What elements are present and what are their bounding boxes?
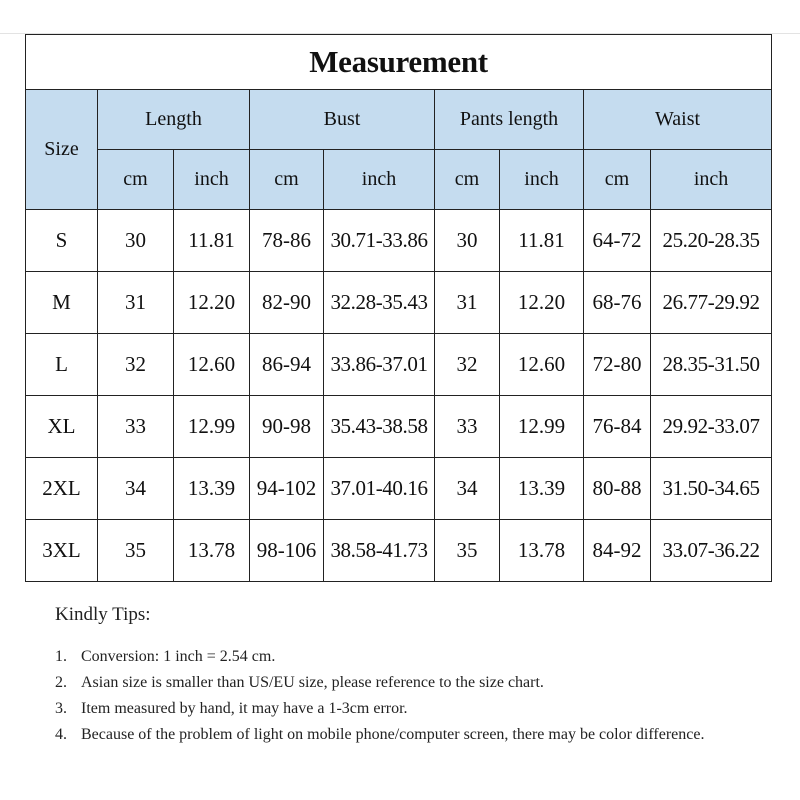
unit-header: cm	[435, 150, 500, 210]
pants-inch-cell: 12.20	[500, 272, 584, 334]
bust-inch-cell: 38.58-41.73	[324, 520, 435, 582]
list-item	[55, 670, 755, 696]
waist-inch-cell: 33.07-36.22	[651, 520, 772, 582]
unit-header: inch	[651, 150, 772, 210]
table-row	[26, 520, 772, 582]
size-label: S	[26, 210, 98, 272]
pants-inch-cell: 13.39	[500, 458, 584, 520]
list-item	[55, 696, 755, 722]
bust-cm-cell: 86-94	[250, 334, 324, 396]
length-cm-cell: 33	[98, 396, 174, 458]
size-label: L	[26, 334, 98, 396]
length-inch-cell: 13.78	[174, 520, 250, 582]
pants-cm-cell: 35	[435, 520, 500, 582]
unit-header: cm	[584, 150, 651, 210]
bust-inch-cell: 33.86-37.01	[324, 334, 435, 396]
bust-inch-cell: 35.43-38.58	[324, 396, 435, 458]
table-row	[26, 210, 772, 272]
length-cm-cell: 32	[98, 334, 174, 396]
table-row	[26, 458, 772, 520]
waist-cm-cell: 68-76	[584, 272, 651, 334]
waist-inch-cell: 31.50-34.65	[651, 458, 772, 520]
pants-inch-cell: 11.81	[500, 210, 584, 272]
list-item	[55, 722, 755, 748]
length-inch-cell: 12.60	[174, 334, 250, 396]
tip-text: Asian size is smaller than US/EU size, please reference to the size chart.	[81, 674, 544, 691]
bust-cm-cell: 82-90	[250, 272, 324, 334]
length-cm-cell: 30	[98, 210, 174, 272]
tip-index: 3.	[55, 700, 67, 717]
bust-inch-cell: 37.01-40.16	[324, 458, 435, 520]
waist-cm-cell: 84-92	[584, 520, 651, 582]
table-row	[26, 396, 772, 458]
list-item	[55, 644, 755, 670]
pants-cm-cell: 33	[435, 396, 500, 458]
size-column-header: Size	[26, 90, 98, 210]
bust-inch-cell: 32.28-35.43	[324, 272, 435, 334]
pants-cm-cell: 34	[435, 458, 500, 520]
pants-length-group-header: Pants length	[435, 90, 584, 150]
table-row	[26, 272, 772, 334]
waist-cm-cell: 72-80	[584, 334, 651, 396]
pants-inch-cell: 12.60	[500, 334, 584, 396]
bust-cm-cell: 78-86	[250, 210, 324, 272]
tip-index: 1.	[55, 648, 67, 665]
unit-header: inch	[500, 150, 584, 210]
bust-cm-cell: 94-102	[250, 458, 324, 520]
tip-text: Conversion: 1 inch = 2.54 cm.	[81, 648, 276, 665]
unit-header: cm	[98, 150, 174, 210]
size-label: XL	[26, 396, 98, 458]
length-group-header: Length	[98, 90, 250, 150]
pants-cm-cell: 32	[435, 334, 500, 396]
length-inch-cell: 13.39	[174, 458, 250, 520]
unit-header: inch	[174, 150, 250, 210]
waist-cm-cell: 64-72	[584, 210, 651, 272]
waist-group-header: Waist	[584, 90, 772, 150]
tip-index: 2.	[55, 674, 67, 691]
table-row	[26, 334, 772, 396]
length-cm-cell: 31	[98, 272, 174, 334]
tip-text: Item measured by hand, it may have a 1-3cm error.	[81, 700, 408, 717]
kindly-tips	[55, 604, 755, 748]
length-cm-cell: 35	[98, 520, 174, 582]
length-inch-cell: 12.99	[174, 396, 250, 458]
waist-inch-cell: 25.20-28.35	[651, 210, 772, 272]
size-chart-table	[25, 34, 772, 582]
tip-text: Because of the problem of light on mobile phone/computer screen, there may be color difference.	[81, 726, 705, 743]
bust-cm-cell: 98-106	[250, 520, 324, 582]
unit-header: inch	[324, 150, 435, 210]
size-label: 3XL	[26, 520, 98, 582]
pants-inch-cell: 12.99	[500, 396, 584, 458]
waist-cm-cell: 76-84	[584, 396, 651, 458]
chart-title: Measurement	[26, 35, 772, 90]
length-inch-cell: 12.20	[174, 272, 250, 334]
tips-list	[55, 644, 755, 748]
bust-inch-cell: 30.71-33.86	[324, 210, 435, 272]
length-cm-cell: 34	[98, 458, 174, 520]
waist-inch-cell: 29.92-33.07	[651, 396, 772, 458]
waist-inch-cell: 26.77-29.92	[651, 272, 772, 334]
tips-title: Kindly Tips:	[55, 604, 151, 625]
pants-cm-cell: 30	[435, 210, 500, 272]
length-inch-cell: 11.81	[174, 210, 250, 272]
tip-index: 4.	[55, 726, 67, 743]
waist-inch-cell: 28.35-31.50	[651, 334, 772, 396]
bust-cm-cell: 90-98	[250, 396, 324, 458]
bust-group-header: Bust	[250, 90, 435, 150]
unit-header: cm	[250, 150, 324, 210]
pants-cm-cell: 31	[435, 272, 500, 334]
size-label: 2XL	[26, 458, 98, 520]
waist-cm-cell: 80-88	[584, 458, 651, 520]
size-label: M	[26, 272, 98, 334]
pants-inch-cell: 13.78	[500, 520, 584, 582]
